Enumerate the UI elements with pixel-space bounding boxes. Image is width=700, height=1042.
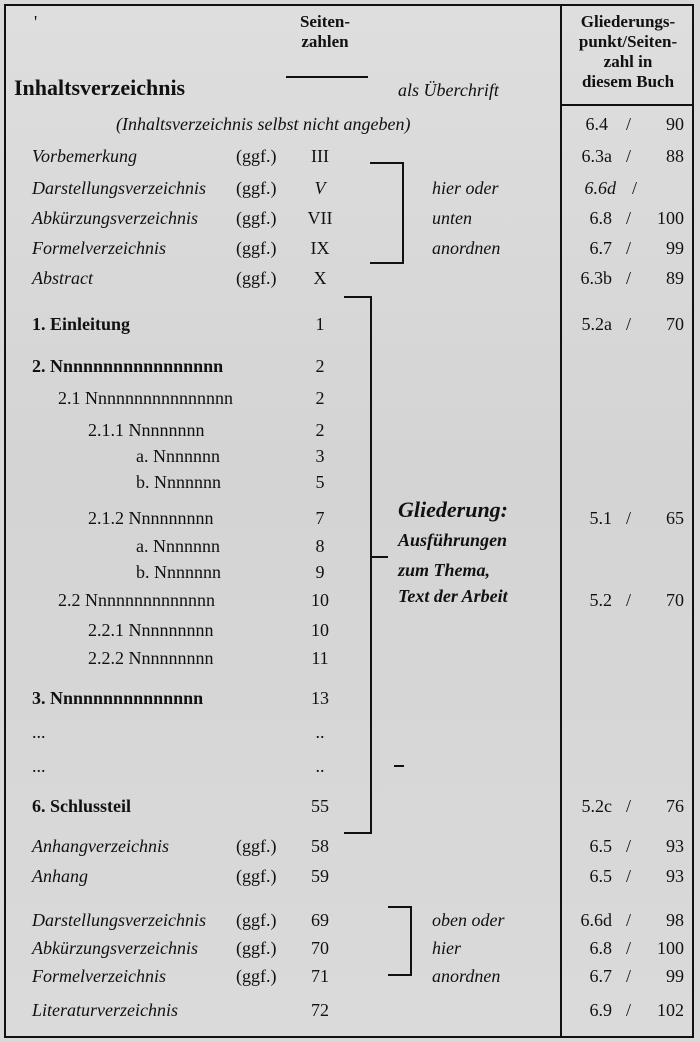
toc-entry-title: 6. Schlussteil [32,796,132,816]
page-number: 9 [315,562,325,582]
toc-entry-title: 1. Einleitung [32,314,131,334]
middle-note-line: Ausführungen [398,530,508,550]
reference-page: 100 [657,208,684,228]
page-number: 10 [311,620,329,640]
not-listed-note: (Inhaltsverzeichnis selbst nicht angeben) [116,114,411,134]
toc-entry-title: 3. Nnnnnnnnnnnnnnn [32,688,204,708]
page-number: 59 [311,866,329,886]
header-rule [286,76,368,78]
reference-section: 5.2a [581,314,612,334]
page-number: 2 [315,356,325,376]
page-number: .. [315,722,325,742]
reference-section: 5.2c [581,796,612,816]
toc-entry-title: a. Nnnnnnn [136,536,220,556]
toc-entry-title: 2.2 Nnnnnnnnnnnnnn [58,590,215,610]
top-bracket [370,162,404,264]
as-heading-note: als Überchrift [398,80,499,100]
ref-slash: / [632,178,638,198]
ref-slash: / [626,590,632,610]
reference-section: 6.6d [584,178,616,198]
middle-dash [394,765,404,767]
page-number: 69 [311,910,329,930]
page-number: 7 [315,508,325,528]
toc-title: Inhaltsverzeichnis [14,75,186,100]
reference-section: 5.1 [589,508,612,528]
ref-slash: / [626,796,632,816]
ggf-label: (ggf.) [236,866,277,886]
ref-header-line: diesem Buch [581,72,675,91]
page-number: 71 [311,966,329,986]
bottom-bracket [388,906,412,976]
reference-page: 70 [666,314,684,334]
toc-entry-title: a. Nnnnnnn [136,446,220,466]
ref-slash: / [626,938,632,958]
toc-entry-title: 2.2.2 Nnnnnnnnn [88,648,214,668]
bottom-note-line: anordnen [432,966,501,986]
reference-page: 98 [666,910,684,930]
ref-slash: / [626,836,632,856]
toc-entry-title: Darstellungsverzeichnis [32,178,206,198]
pages-column-header [270,12,380,52]
ref-slash: / [626,268,632,288]
reference-section: 6.8 [589,208,612,228]
page-number: 11 [311,648,329,668]
ggf-label: (ggf.) [236,268,277,288]
top-note-line: hier oder [432,178,499,198]
ggf-label: (ggf.) [236,178,277,198]
ref-slash: / [626,966,632,986]
top-note-line: unten [432,208,472,228]
toc-entry-title: Anhang [32,866,88,886]
reference-section: 6.8 [589,938,612,958]
middle-note-line: Text der Arbeit [398,586,508,606]
ref-header-line: punkt/Seiten- [578,32,678,51]
ref-slash: / [626,114,632,134]
toc-entry-title: Abkürzungsverzeichnis [32,208,198,228]
reference-page: 99 [666,238,684,258]
toc-entry-title: Literaturverzeichnis [32,1000,178,1020]
page-number: 5 [315,472,325,492]
reference-page: 102 [657,1000,684,1020]
reference-page: 88 [666,146,684,166]
ref-slash: / [626,146,632,166]
toc-ref: 6.4 [585,114,608,134]
reference-section: 6.7 [589,966,612,986]
toc-entry-title: Abstract [32,268,93,288]
toc-entry-title: ... [32,722,46,742]
page-number: 1 [315,314,325,334]
page-number: 72 [311,1000,329,1020]
toc-entry-title: Formelverzeichnis [32,966,166,986]
reference-section: 6.5 [589,836,612,856]
page-number: 2 [315,388,325,408]
reference-page: 93 [666,836,684,856]
middle-bracket-tick [370,556,388,558]
header-underline [560,104,694,106]
pages-header-line: Seiten- [299,12,351,31]
page-number: 70 [311,938,329,958]
page-number: .. [315,756,325,776]
page-number: III [311,146,329,166]
toc-entry-title: Anhangverzeichnis [32,836,169,856]
reference-page: 70 [666,590,684,610]
toc-entry-title: 2. Nnnnnnnnnnnnnnnnn [32,356,224,376]
toc-entry-title: 2.1 Nnnnnnnnnnnnnnnn [58,388,233,408]
toc-entry-title: Abkürzungsverzeichnis [32,938,198,958]
bottom-note-line: oben oder [432,910,505,930]
page-number: 55 [311,796,329,816]
page-number: IX [310,238,330,258]
page-number: VII [307,208,333,228]
page-number: X [313,268,327,288]
middle-note-line: zum Thema, [398,560,491,580]
ggf-label: (ggf.) [236,938,277,958]
reference-column-header [562,12,694,92]
ref-slash: / [626,508,632,528]
reference-page: 76 [666,796,684,816]
page-number: 58 [311,836,329,856]
ggf-label: (ggf.) [236,910,277,930]
reference-page: 100 [657,938,684,958]
toc-entry-title: ... [32,756,46,776]
ref-slash: / [626,208,632,228]
header-marker: ' [34,12,38,32]
ggf-label: (ggf.) [236,146,277,166]
reference-section: 6.5 [589,866,612,886]
toc-entry-title: 2.1.2 Nnnnnnnnn [88,508,214,528]
toc-entry-title: b. Nnnnnnn [136,472,221,492]
page-number: 10 [311,590,329,610]
reference-section: 6.9 [589,1000,612,1020]
reference-section: 5.2 [589,590,612,610]
ref-header-line: Gliederungs- [580,12,676,31]
bottom-note-line: hier [432,938,461,958]
middle-note-heading: Gliederung: [398,497,508,522]
reference-section: 6.3b [580,268,612,288]
toc-entry-title: Formelverzeichnis [32,238,166,258]
ggf-label: (ggf.) [236,836,277,856]
top-note-line: anordnen [432,238,501,258]
page-number: 8 [315,536,325,556]
ref-header-line: zahl in [603,52,653,71]
ggf-label: (ggf.) [236,208,277,228]
reference-page: 65 [666,508,684,528]
middle-bracket [344,296,372,834]
ref-slash: / [626,314,632,334]
ref-slash: / [626,910,632,930]
reference-page: 89 [666,268,684,288]
page-number: 13 [311,688,329,708]
toc-entry-title: 2.2.1 Nnnnnnnnn [88,620,214,640]
reference-section: 6.6d [580,910,612,930]
toc-entry-title: Vorbemerkung [32,146,137,166]
toc-entry-title: 2.1.1 Nnnnnnnn [88,420,205,440]
ggf-label: (ggf.) [236,966,277,986]
page-number: 2 [315,420,325,440]
page-number: V [314,178,326,198]
ggf-label: (ggf.) [236,238,277,258]
page-number: 3 [315,446,325,466]
column-separator [560,4,562,1038]
toc-ref-page: 90 [666,114,684,134]
reference-section: 6.3a [581,146,612,166]
reference-page: 93 [666,866,684,886]
toc-entry-title: b. Nnnnnnn [136,562,221,582]
ref-slash: / [626,866,632,886]
reference-page: 99 [666,966,684,986]
toc-entry-title: Darstellungsverzeichnis [32,910,206,930]
pages-header-line: zahlen [301,32,349,51]
ref-slash: / [626,1000,632,1020]
reference-section: 6.7 [589,238,612,258]
ref-slash: / [626,238,632,258]
